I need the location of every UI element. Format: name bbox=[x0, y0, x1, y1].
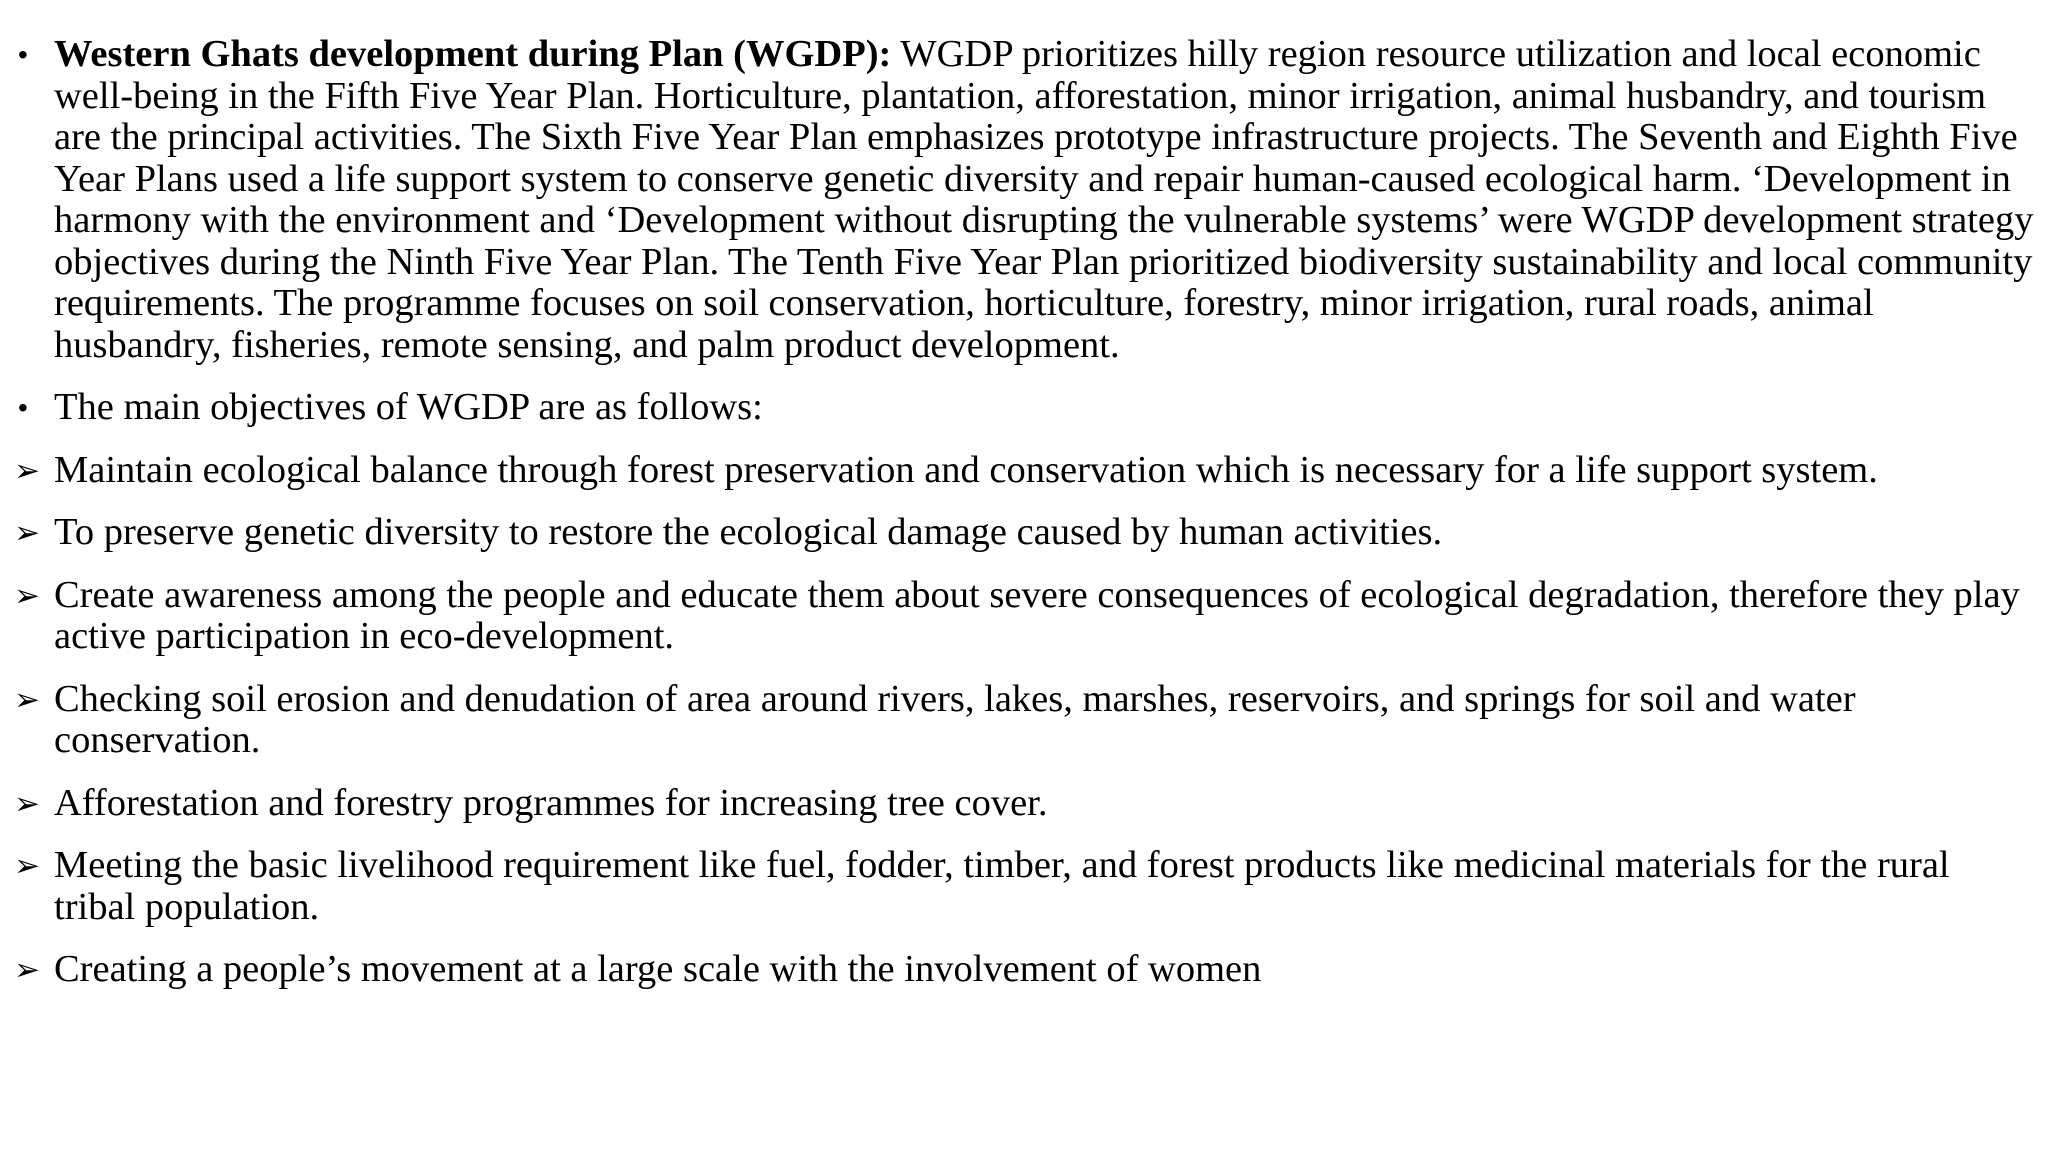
arrow-bullet-icon: ➢ bbox=[14, 681, 40, 718]
arrow-bullet-icon: ➢ bbox=[14, 452, 40, 489]
objective-item bbox=[14, 575, 2034, 658]
objective-text: Meeting the basic livelihood requirement like fuel, fodder, timber, and forest products like medicinal materials for the rural tribal population. bbox=[54, 844, 1950, 928]
bullet-objectives-intro bbox=[14, 387, 2034, 429]
objective-item bbox=[14, 679, 2034, 762]
arrow-bullet-icon: ➢ bbox=[14, 785, 40, 822]
objective-item bbox=[14, 783, 2034, 825]
arrow-bullet-icon: ➢ bbox=[14, 952, 40, 988]
objective-text: Create awareness among the people and educate them about severe consequences of ecological degradation, therefore they play active participation in eco-development. bbox=[54, 573, 2020, 657]
bullet-body-text: The main objectives of WGDP are as follows: bbox=[54, 386, 763, 428]
objective-item bbox=[14, 845, 2034, 928]
objective-text: To preserve genetic diversity to restore the ecological damage caused by human activities. bbox=[54, 511, 1443, 553]
bullet-icon: • bbox=[18, 39, 28, 70]
arrow-bullet-icon: ➢ bbox=[14, 848, 40, 884]
objective-text: Creating a people’s movement at a large scale with the involvement of women bbox=[54, 948, 1262, 990]
slide-content bbox=[14, 34, 2034, 991]
objective-item bbox=[14, 949, 2034, 991]
arrow-bullet-icon: ➢ bbox=[14, 515, 40, 551]
bullet-lead-heading: Western Ghats development during Plan (WGDP): bbox=[54, 33, 892, 75]
arrow-bullet-icon: ➢ bbox=[14, 577, 40, 614]
objective-text: Checking soil erosion and denudation of area around rivers, lakes, marshes, reservoirs, and springs for soil and water conservation. bbox=[54, 677, 1856, 761]
bullet-body-text: WGDP prioritizes hilly region resource utilization and local economic well-being in the Fifth Five Year Plan. Horticulture, plantation, afforestation, minor irrigation, animal husbandry, and tourism are the principal activities. The Sixth Five Year Plan emphasizes prototype infrastructure projects. The Seventh and Eighth Five Year Plans used a life support system to conserve genetic diversity and repair human-caused ecological harm. ‘Development in harmony with the environment and ‘Development without disrupting the vulnerable systems’ were WGDP development strategy objectives during the Ninth Five Year Plan. The Tenth Five Year Plan prioritized biodiversity sustainability and local community requirements. The programme focuses on soil conservation, horticulture, forestry, minor irrigation, rural roads, animal husbandry, fisheries, remote sensing, and palm product development. bbox=[54, 33, 2034, 366]
objective-text: Afforestation and forestry programmes for increasing tree cover. bbox=[54, 781, 1048, 824]
bullet-wgdp-overview bbox=[14, 34, 2034, 366]
bullet-icon: • bbox=[18, 392, 28, 423]
objective-text: Maintain ecological balance through forest preservation and conservation which is necessary for a life support system. bbox=[54, 448, 1878, 491]
objective-item bbox=[14, 450, 2034, 492]
objective-item bbox=[14, 512, 2034, 554]
